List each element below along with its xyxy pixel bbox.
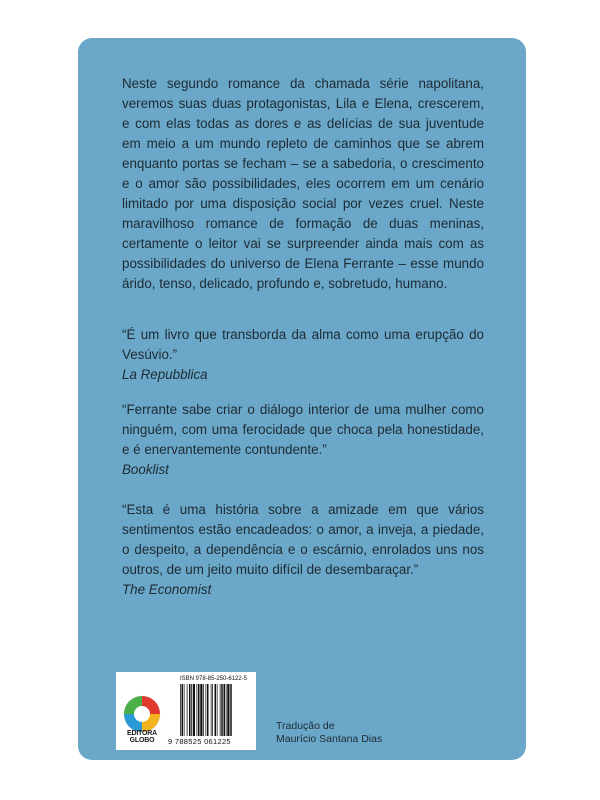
quote-text: “Ferrante sabe criar o diálogo interior de uma mulher como ninguém, com uma ferocidade que choca pela honestidade, e é enervantemente contundente.” xyxy=(122,402,484,457)
synopsis-text: Neste segundo romance da chamada série napolitana, veremos suas duas protagonistas, Lila e Elena, crescerem, e com elas todas as dores e as delícias de sua juventude em meio a um mundo repleto de caminhos que se abrem enquanto portas se fecham – se a sabedoria, o crescimento e o amor são possibilidades, eles ocorrem em um cenário limitado por uma disposição social por vezes cruel. Neste maravilhoso romance de formação de duas meninas, certamente o leitor vai se surpreender ainda mais com as possibilidades do universo de Elena Ferrante – esse mundo árido, tenso, delicado, profundo e, sobretudo, humano. xyxy=(122,76,484,291)
credit-label: Tradução de xyxy=(276,720,335,732)
quote-text: “Esta é uma história sobre a amizade em que vários sentimentos estão encadeados: o amor, a inveja, a piedade, o despeito, a dependência e o escárnio, enrolados uns nos outros, de um jeito muito difícil de desembaraçar.” xyxy=(122,502,484,577)
quote-text: “É um livro que transborda da alma como uma erupção do Vesúvio.” xyxy=(122,327,484,362)
isbn-label: ISBN 978-85-250-6122-5 xyxy=(180,676,248,682)
review-quote xyxy=(122,400,484,480)
review-quote xyxy=(122,500,484,600)
quote-source: Booklist xyxy=(122,462,169,477)
isbn-digits: 9 788525 061225 xyxy=(168,737,231,746)
translation-credit xyxy=(276,720,382,746)
quote-source: The Economist xyxy=(122,582,212,597)
barcode-panel xyxy=(116,672,256,750)
publisher-name: EDITORA GLOBO xyxy=(127,730,157,744)
quote-source: La Repubblica xyxy=(122,367,208,382)
review-quote xyxy=(122,325,484,385)
translator-name: Maurício Santana Dias xyxy=(276,733,383,745)
barcode-icon xyxy=(180,684,250,736)
back-cover xyxy=(78,38,526,760)
